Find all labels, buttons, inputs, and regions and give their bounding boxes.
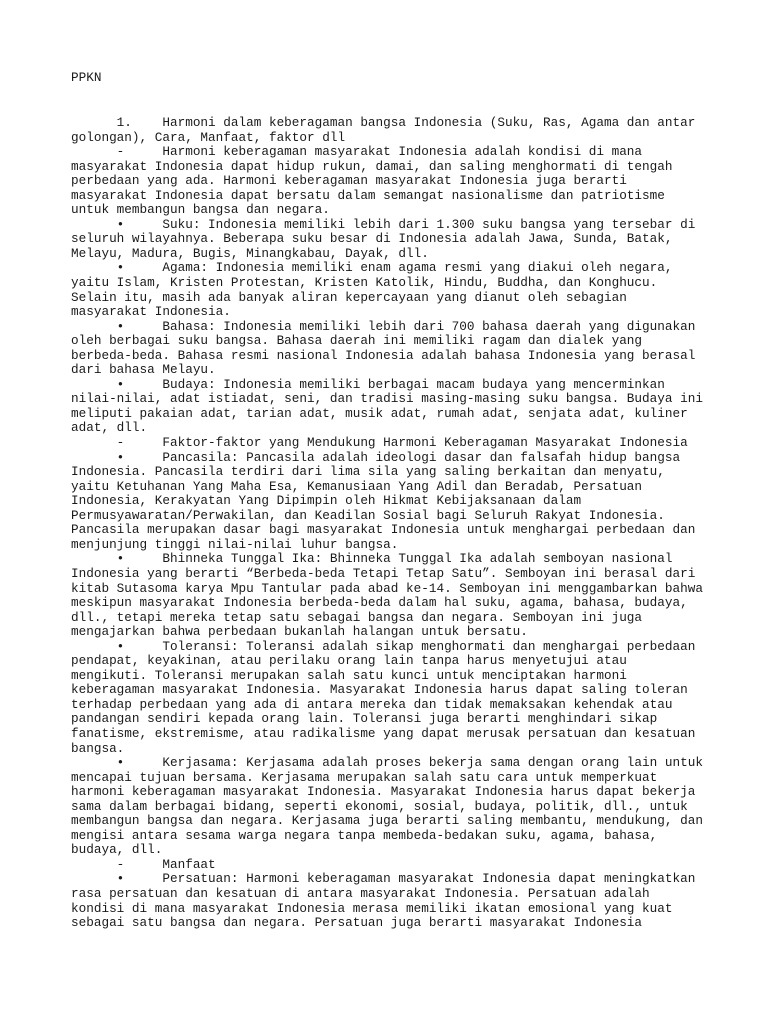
bullet-item-suku: • Suku: Indonesia memiliki lebih dari 1.300 suku bangsa yang tersebar di seluruh wilayahnya. Beberapa suku besar di Indonesia adalah Jawa, Sunda, Batak, Melayu, Madura, Bugis, Minangkabau, Dayak, dll. bbox=[71, 216, 696, 261]
document-title: PPKN bbox=[71, 70, 102, 85]
bullet-item-bhinneka: • Bhinneka Tunggal Ika: Bhinneka Tunggal Ika adalah semboyan nasional Indonesia yang berarti “Berbeda-beda Tetapi Tetap Satu”. Semboyan ini berasal dari kitab Sutasoma karya Mpu Tantular pada abad ke-14. Semboyan ini menggambarkan bahwa meskipun masyarakat Indonesia berbeda-beda dalam hal suku, agama, bahasa, budaya, dll., tetapi mereka tetap satu sebagai bangsa dan negara. Semboyan ini juga mengajarkan bahwa perbedaan bukanlah halangan untuk bersatu. bbox=[71, 551, 703, 640]
bullet-item-pancasila: • Pancasila: Pancasila adalah ideologi dasar dan falsafah hidup bangsa Indonesia. Pancasila terdiri dari lima sila yang saling berkaitan dan menyatu, yaitu Ketuhanan Yang Maha Esa, Kemanusiaan Yang Adil dan Beradab, Persatuan Indonesia, Kerakyatan Yang Dipimpin oleh Hikmat Kebijaksanaan dalam Permusyawaratan/Perwakilan, dan Keadilan Sosial bagi Seluruh Rakyat Indonesia. Pancasila merupakan dasar bagi masyarakat Indonesia untuk menghargai perbedaan dan menjunjung tinggi nilai-nilai luhur bangsa. bbox=[71, 449, 696, 552]
document-body bbox=[71, 116, 701, 931]
bullet-item-bahasa: • Bahasa: Indonesia memiliki lebih dari 700 bahasa daerah yang digunakan oleh berbagai suku bangsa. Bahasa daerah ini memiliki ragam dan dialek yang berbeda-beda. Bahasa resmi nasional Indonesia adalah bahasa Indonesia yang berasal dari bahasa Melayu. bbox=[71, 318, 696, 378]
heading-item-1: 1. Harmoni dalam keberagaman bangsa Indonesia (Suku, Ras, Agama dan antar golongan), Cara, Manfaat, faktor dll bbox=[71, 115, 696, 145]
bullet-item-budaya: • Budaya: Indonesia memiliki berbagai macam budaya yang mencerminkan nilai-nilai, adat istiadat, seni, dan tradisi masing-masing suku bangsa. Budaya ini meliputi pakaian adat, tarian adat, musik adat, rumah adat, senjata adat, kuliner adat, dll. bbox=[71, 376, 703, 436]
dash-item-manfaat: - Manfaat bbox=[71, 856, 216, 872]
bullet-item-kerjasama: • Kerjasama: Kerjasama adalah proses bekerja sama dengan orang lain untuk mencapai tujuan bersama. Kerjasama merupakan salah satu cara untuk memperkuat harmoni keberagaman masyarakat Indonesia. Masyarakat Indonesia harus dapat bekerja sama dalam berbagai bidang, seperti ekonomi, sosial, budaya, politik, dll., untuk membangun bangsa dan negara. Kerjasama juga berarti saling membantu, mendukung, dan mengisi antara sesama warga negara tanpa membeda-bedakan suku, agama, bahasa, budaya, dll. bbox=[71, 755, 703, 858]
bullet-item-toleransi: • Toleransi: Toleransi adalah sikap menghormati dan menghargai perbedaan pendapat, keyakinan, atau perilaku orang lain tanpa harus menyetujui atau mengikuti. Toleransi merupakan salah satu kunci untuk menciptakan harmoni keberagaman masyarakat Indonesia. Masyarakat Indonesia harus dapat saling toleran terhadap perbedaan yang ada di antara mereka dan tidak memaksakan kehendak atau pandangan sendiri kepada orang lain. Toleransi juga berarti menghindari sikap fanatisme, ekstremisme, atau radikalisme yang dapat merusak persatuan dan kesatuan bangsa. bbox=[71, 638, 696, 756]
dash-item-faktor: - Faktor-faktor yang Mendukung Harmoni Keberagaman Masyarakat Indonesia bbox=[71, 435, 688, 451]
bullet-item-persatuan: • Persatuan: Harmoni keberagaman masyarakat Indonesia dapat meningkatkan rasa persatuan dan kesatuan di antara masyarakat Indonesia. Persatuan adalah kondisi di mana masyarakat Indonesia merasa memiliki ikatan emosional yang kuat sebagai satu bangsa dan negara. Persatuan juga berarti masyarakat Indonesia bbox=[71, 871, 696, 931]
bullet-item-agama: • Agama: Indonesia memiliki enam agama resmi yang diakui oleh negara, yaitu Islam, Kristen Protestan, Kristen Katolik, Hindu, Buddha, dan Konghucu. Selain itu, masih ada banyak aliran kepercayaan yang dianut oleh sebagian masyarakat Indonesia. bbox=[71, 260, 673, 320]
dash-item-definition: - Harmoni keberagaman masyarakat Indonesia adalah kondisi di mana masyarakat Indonesia dapat hidup rukun, damai, dan saling menghormati di tengah perbedaan yang ada. Harmoni keberagaman masyarakat Indonesia juga berarti masyarakat Indonesia dapat bersatu dalam semangat nasionalisme dan patriotisme untuk membangun bangsa dan negara. bbox=[71, 144, 673, 218]
